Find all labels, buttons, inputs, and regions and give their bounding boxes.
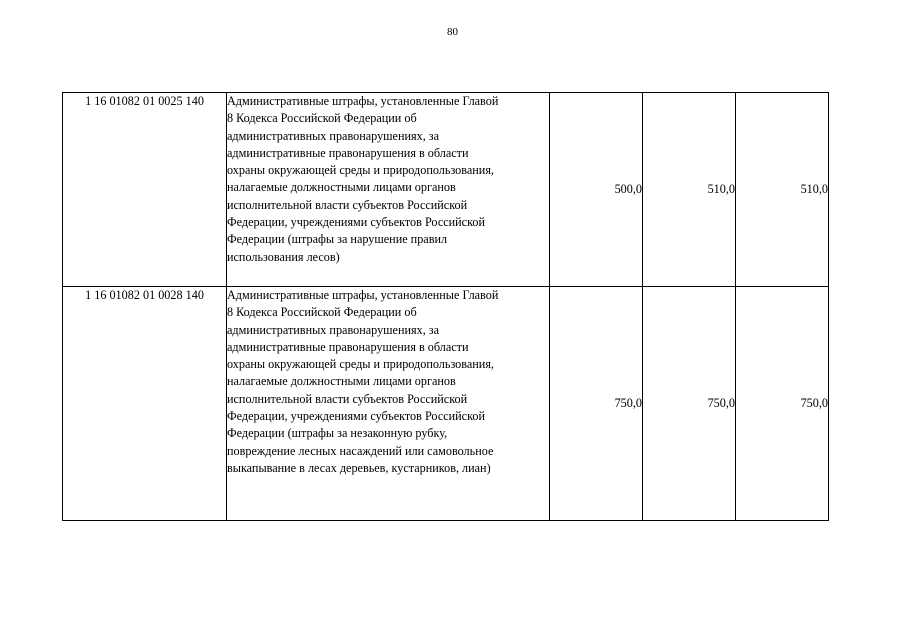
page-number: 80 — [447, 26, 458, 38]
description-line: Административные штрафы, установленные Главой — [227, 94, 499, 108]
revenue-code: 1 16 01082 01 0028 140 — [63, 287, 227, 521]
description-line: административные правонарушения в области — [227, 339, 469, 354]
description-line: выкапывание в лесах деревьев, кустарников, лиан) — [227, 460, 491, 475]
description-line: административных правонарушениях, за — [227, 128, 440, 143]
amount-cell: 750,0 — [550, 287, 643, 521]
amount-cell: 510,0 — [643, 93, 736, 287]
description-line: налагаемые должностными лицами органов — [227, 180, 456, 195]
description-line: административных правонарушениях, за — [227, 322, 440, 337]
description-line: исполнительной власти субъектов Российской — [227, 197, 468, 212]
description-line: охраны окружающей среды и природопользования, — [227, 357, 494, 372]
amount-cell: 750,0 — [736, 287, 829, 521]
budget-table — [62, 92, 829, 521]
description-line: 8 Кодекса Российской Федерации об — [227, 305, 417, 320]
description-line: Федерации, учреждениями субъектов Российской — [227, 409, 486, 424]
description-line: исполнительной власти субъектов Российской — [227, 391, 468, 406]
description-line: Федерации (штрафы за незаконную рубку, — [227, 426, 448, 441]
revenue-description — [227, 93, 550, 287]
description-line: Административные штрафы, установленные Главой — [227, 288, 499, 302]
revenue-description — [227, 287, 550, 521]
table-row — [63, 287, 829, 521]
description-line: охраны окружающей среды и природопользования, — [227, 163, 494, 178]
description-line: налагаемые должностными лицами органов — [227, 374, 456, 389]
description-line: Федерации (штрафы за нарушение правил — [227, 232, 448, 247]
amount-cell: 500,0 — [550, 93, 643, 287]
description-line: административные правонарушения в области — [227, 145, 469, 160]
description-line: использования лесов) — [227, 249, 340, 264]
description-line: повреждение лесных насаждений или самовольное — [227, 443, 494, 458]
amount-cell: 750,0 — [643, 287, 736, 521]
revenue-code: 1 16 01082 01 0025 140 — [63, 93, 227, 287]
table-row — [63, 93, 829, 287]
amount-cell: 510,0 — [736, 93, 829, 287]
description-line: Федерации, учреждениями субъектов Российской — [227, 215, 486, 230]
description-line: 8 Кодекса Российской Федерации об — [227, 111, 417, 126]
